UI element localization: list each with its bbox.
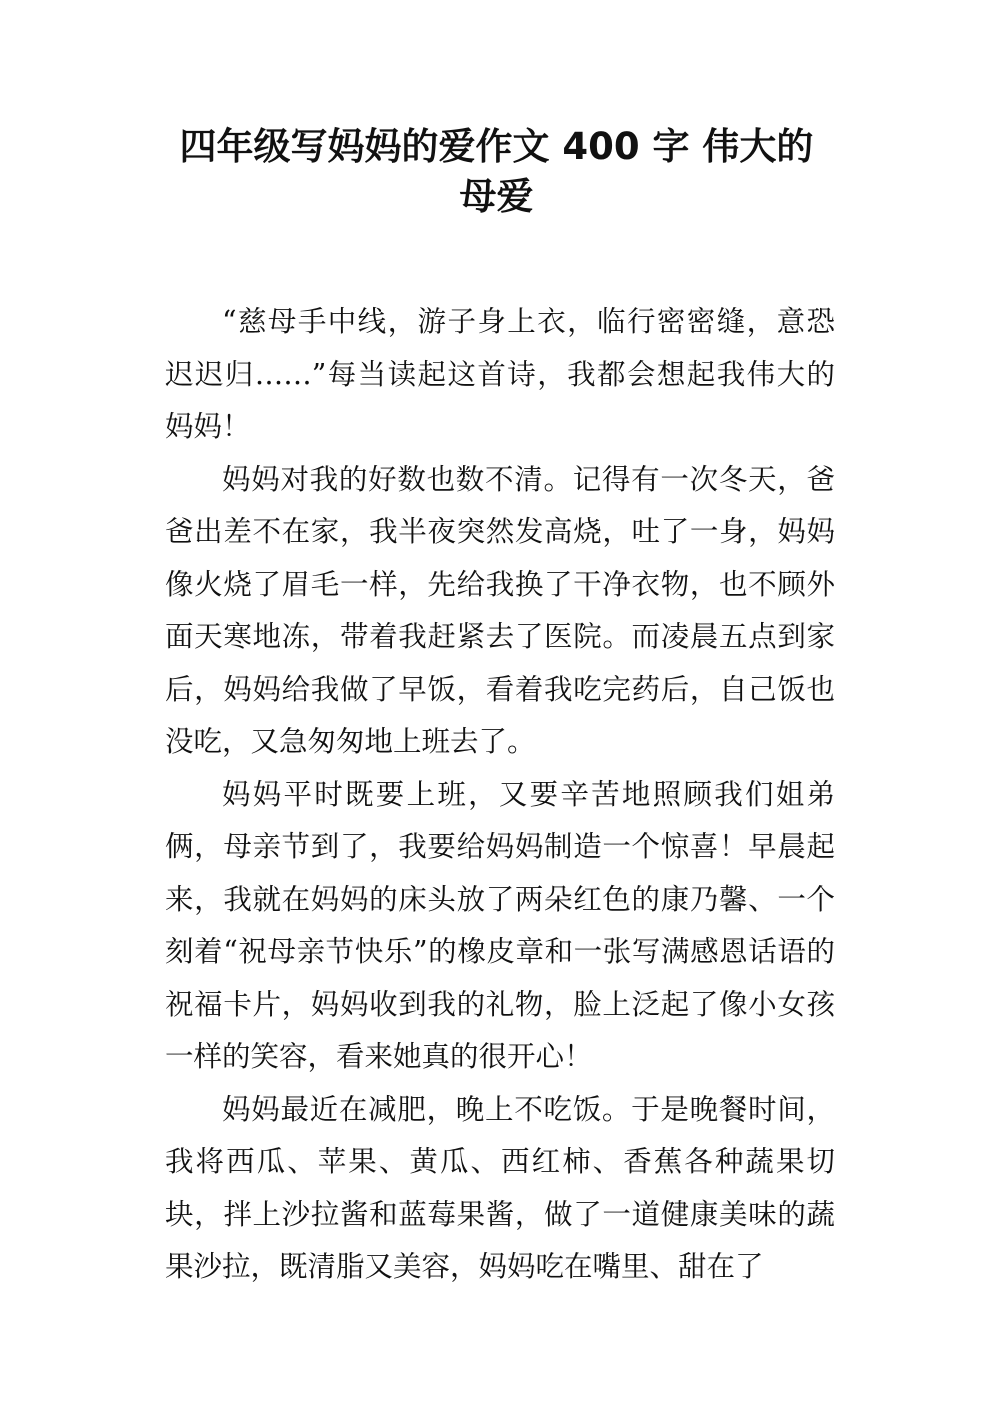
paragraph-4: 妈妈最近在减肥，晚上不吃饭。于是晚餐时间，我将西瓜、苹果、黄瓜、西红柿、香蕉各种蔬果切块，拌上沙拉酱和蓝莓果酱，做了一道健康美味的蔬果沙拉，既清脂又美容，妈妈吃在嘴里、甜在了	[165, 1092, 835, 1283]
paragraph-2: 妈妈对我的好数也数不清。记得有一次冬天，爸爸出差不在家，我半夜突然发高烧，吐了一身，妈妈像火烧了眉毛一样，先给我换了干净衣物，也不顾外面天寒地冻，带着我赶紧去了医院。而凌晨五点到家后，妈妈给我做了早饭，看着我吃完药后，自己饭也没吃，又急匆匆地上班去了。	[165, 462, 835, 758]
title-line-1: 四年级写妈妈的爱作文 400 字 伟大的	[179, 125, 814, 168]
document-body	[165, 296, 835, 1294]
paragraph-1: “慈母手中线，游子身上衣，临行密密缝，意恐迟迟归……”每当读起这首诗，我都会想起我伟大的妈妈！	[165, 305, 835, 443]
paragraph-3: 妈妈平时既要上班，又要辛苦地照顾我们姐弟俩，母亲节到了，我要给妈妈制造一个惊喜！早晨起来，我就在妈妈的床头放了两朵红色的康乃馨、一个刻着“祝母亲节快乐”的橡皮章和一张写满感恩话语的祝福卡片，妈妈收到我的礼物，脸上泛起了像小女孩一样的笑容，看来她真的很开心！	[165, 777, 835, 1073]
title-line-2: 母爱	[459, 175, 534, 218]
document-title	[120, 122, 873, 222]
